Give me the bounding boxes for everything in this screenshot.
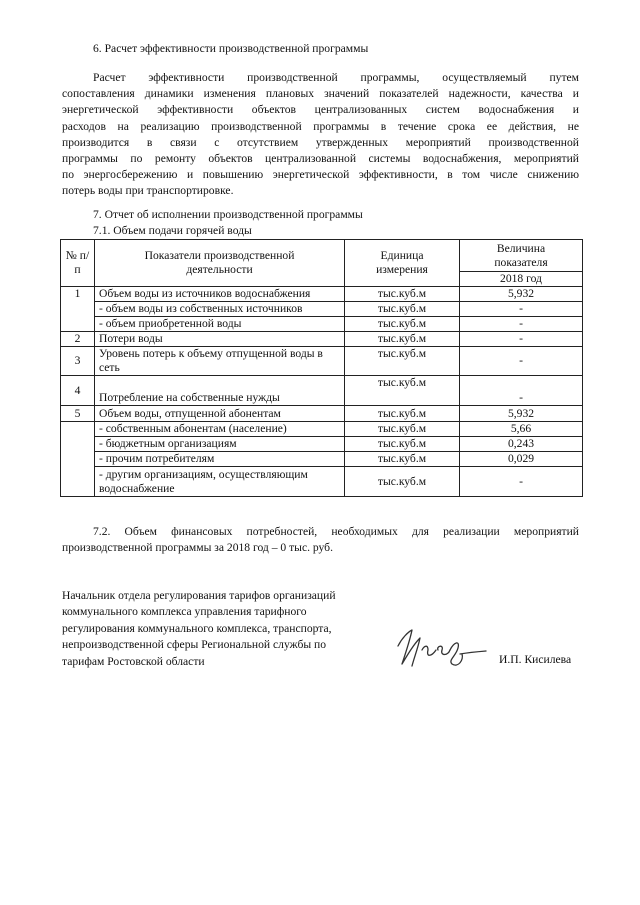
paragraph-line: Расчет эффективности производственной программы, осуществляемый путем — [93, 71, 579, 84]
row-value: 0,029 — [460, 452, 583, 467]
paragraph-line: производится в связи с отсутствием утвержденных мероприятий производственной — [62, 135, 579, 149]
row-value: - — [460, 467, 583, 497]
table-row — [61, 332, 583, 347]
table-row — [61, 422, 583, 437]
row-indicator: Потребление на собственные нужды — [95, 376, 345, 406]
row-unit: тыс.куб.м — [345, 452, 460, 467]
row-indicator: - объем воды из собственных источников — [95, 302, 345, 317]
row-unit: тыс.куб.м — [345, 437, 460, 452]
table-row — [61, 287, 583, 302]
row-indicator: - прочим потребителям — [95, 452, 345, 467]
row-num: 3 — [61, 347, 95, 376]
row-value: 5,932 — [460, 406, 583, 422]
row-indicator: Потери воды — [95, 332, 345, 347]
signatory-title-line: непроизводственной сферы Региональной службы по — [62, 638, 327, 652]
handwritten-signature — [392, 620, 488, 674]
row-indicator: Уровень потерь к объему отпущенной воды в сеть — [95, 347, 345, 376]
row-num: 1 — [61, 287, 95, 332]
row-unit: тыс.куб.м — [345, 302, 460, 317]
row-unit: тыс.куб.м — [345, 332, 460, 347]
header-year: 2018 год — [460, 272, 583, 287]
paragraph-line: 7.2. Объем финансовых потребностей, необходимых для реализации мероприятий — [93, 525, 579, 538]
signatory-title-line: регулирования коммунального комплекса, транспорта, — [62, 621, 332, 635]
table-row — [61, 347, 583, 376]
row-value: 5,66 — [460, 422, 583, 437]
row-unit: тыс.куб.м — [345, 347, 460, 376]
paragraph-line: потерь воды при транспортировке. — [62, 184, 234, 198]
row-indicator: - другим организациям, осуществляющим водоснабжение — [95, 467, 345, 497]
row-unit: тыс.куб.м — [345, 422, 460, 437]
header-unit: Единица измерения — [345, 240, 460, 287]
section-7-2-paragraph — [62, 524, 579, 556]
row-unit: тыс.куб.м — [345, 287, 460, 302]
row-num — [61, 422, 95, 497]
row-indicator: - бюджетным организациям — [95, 437, 345, 452]
table-row — [61, 452, 583, 467]
table-row — [61, 302, 583, 317]
section-7-heading: 7. Отчет об исполнении производственной программы — [93, 208, 363, 221]
row-indicator: Объем воды, отпущенной абонентам — [95, 406, 345, 422]
row-value: - — [460, 317, 583, 332]
table-row — [61, 467, 583, 497]
signatory-title-line: коммунального комплекса управления тарифного — [62, 605, 307, 619]
signatory-title-line: Начальник отдела регулирования тарифов организаций — [62, 589, 336, 602]
row-value: - — [460, 302, 583, 317]
paragraph-line: программы по ремонту объектов централизованной системы водоснабжения, мероприятий — [62, 152, 579, 166]
paragraph-line: энергетической эффективности объектов централизованных систем водоснабжения и — [62, 103, 579, 117]
row-unit: тыс.куб.м — [345, 406, 460, 422]
row-num: 5 — [61, 406, 95, 422]
signatory-title-line: тарифам Ростовской области — [62, 654, 205, 668]
section-6-paragraph — [62, 70, 579, 200]
table-row — [61, 317, 583, 332]
section-7-1-heading: 7.1. Объем подачи горячей воды — [93, 224, 252, 237]
row-indicator: - собственным абонентам (население) — [95, 422, 345, 437]
row-indicator: - объем приобретенной воды — [95, 317, 345, 332]
row-unit: тыс.куб.м — [345, 376, 460, 406]
header-num: № п/п — [61, 240, 95, 287]
paragraph-line: сопоставления динамики изменения плановых значений показателей надежности, качества и — [62, 87, 579, 101]
header-value: Величина показателя — [460, 240, 583, 272]
water-supply-table — [60, 239, 583, 497]
paragraph-line: расходов на реализацию производственной программы в течение срока ее действия, не — [62, 119, 579, 133]
row-value: - — [460, 347, 583, 376]
table-row — [61, 376, 583, 406]
row-indicator: Объем воды из источников водоснабжения — [95, 287, 345, 302]
signatory-title — [62, 588, 382, 670]
section-6-heading: 6. Расчет эффективности производственной программы — [93, 42, 369, 55]
paragraph-line: по энергосбережению и повышению энергетической эффективности, в том числе снижению — [62, 168, 579, 182]
row-value: 0,243 — [460, 437, 583, 452]
row-value: - — [460, 332, 583, 347]
signatory-name: И.П. Кисилева — [499, 653, 572, 666]
row-num: 2 — [61, 332, 95, 347]
row-num: 4 — [61, 376, 95, 406]
row-value: - — [460, 376, 583, 406]
header-indicator: Показатели производственной деятельности — [95, 240, 345, 287]
table-row — [61, 406, 583, 422]
row-value: 5,932 — [460, 287, 583, 302]
row-unit: тыс.куб.м — [345, 317, 460, 332]
paragraph-line: производственной программы за 2018 год – 0 тыс. руб. — [62, 541, 333, 554]
table-row — [61, 437, 583, 452]
row-unit: тыс.куб.м — [345, 467, 460, 497]
